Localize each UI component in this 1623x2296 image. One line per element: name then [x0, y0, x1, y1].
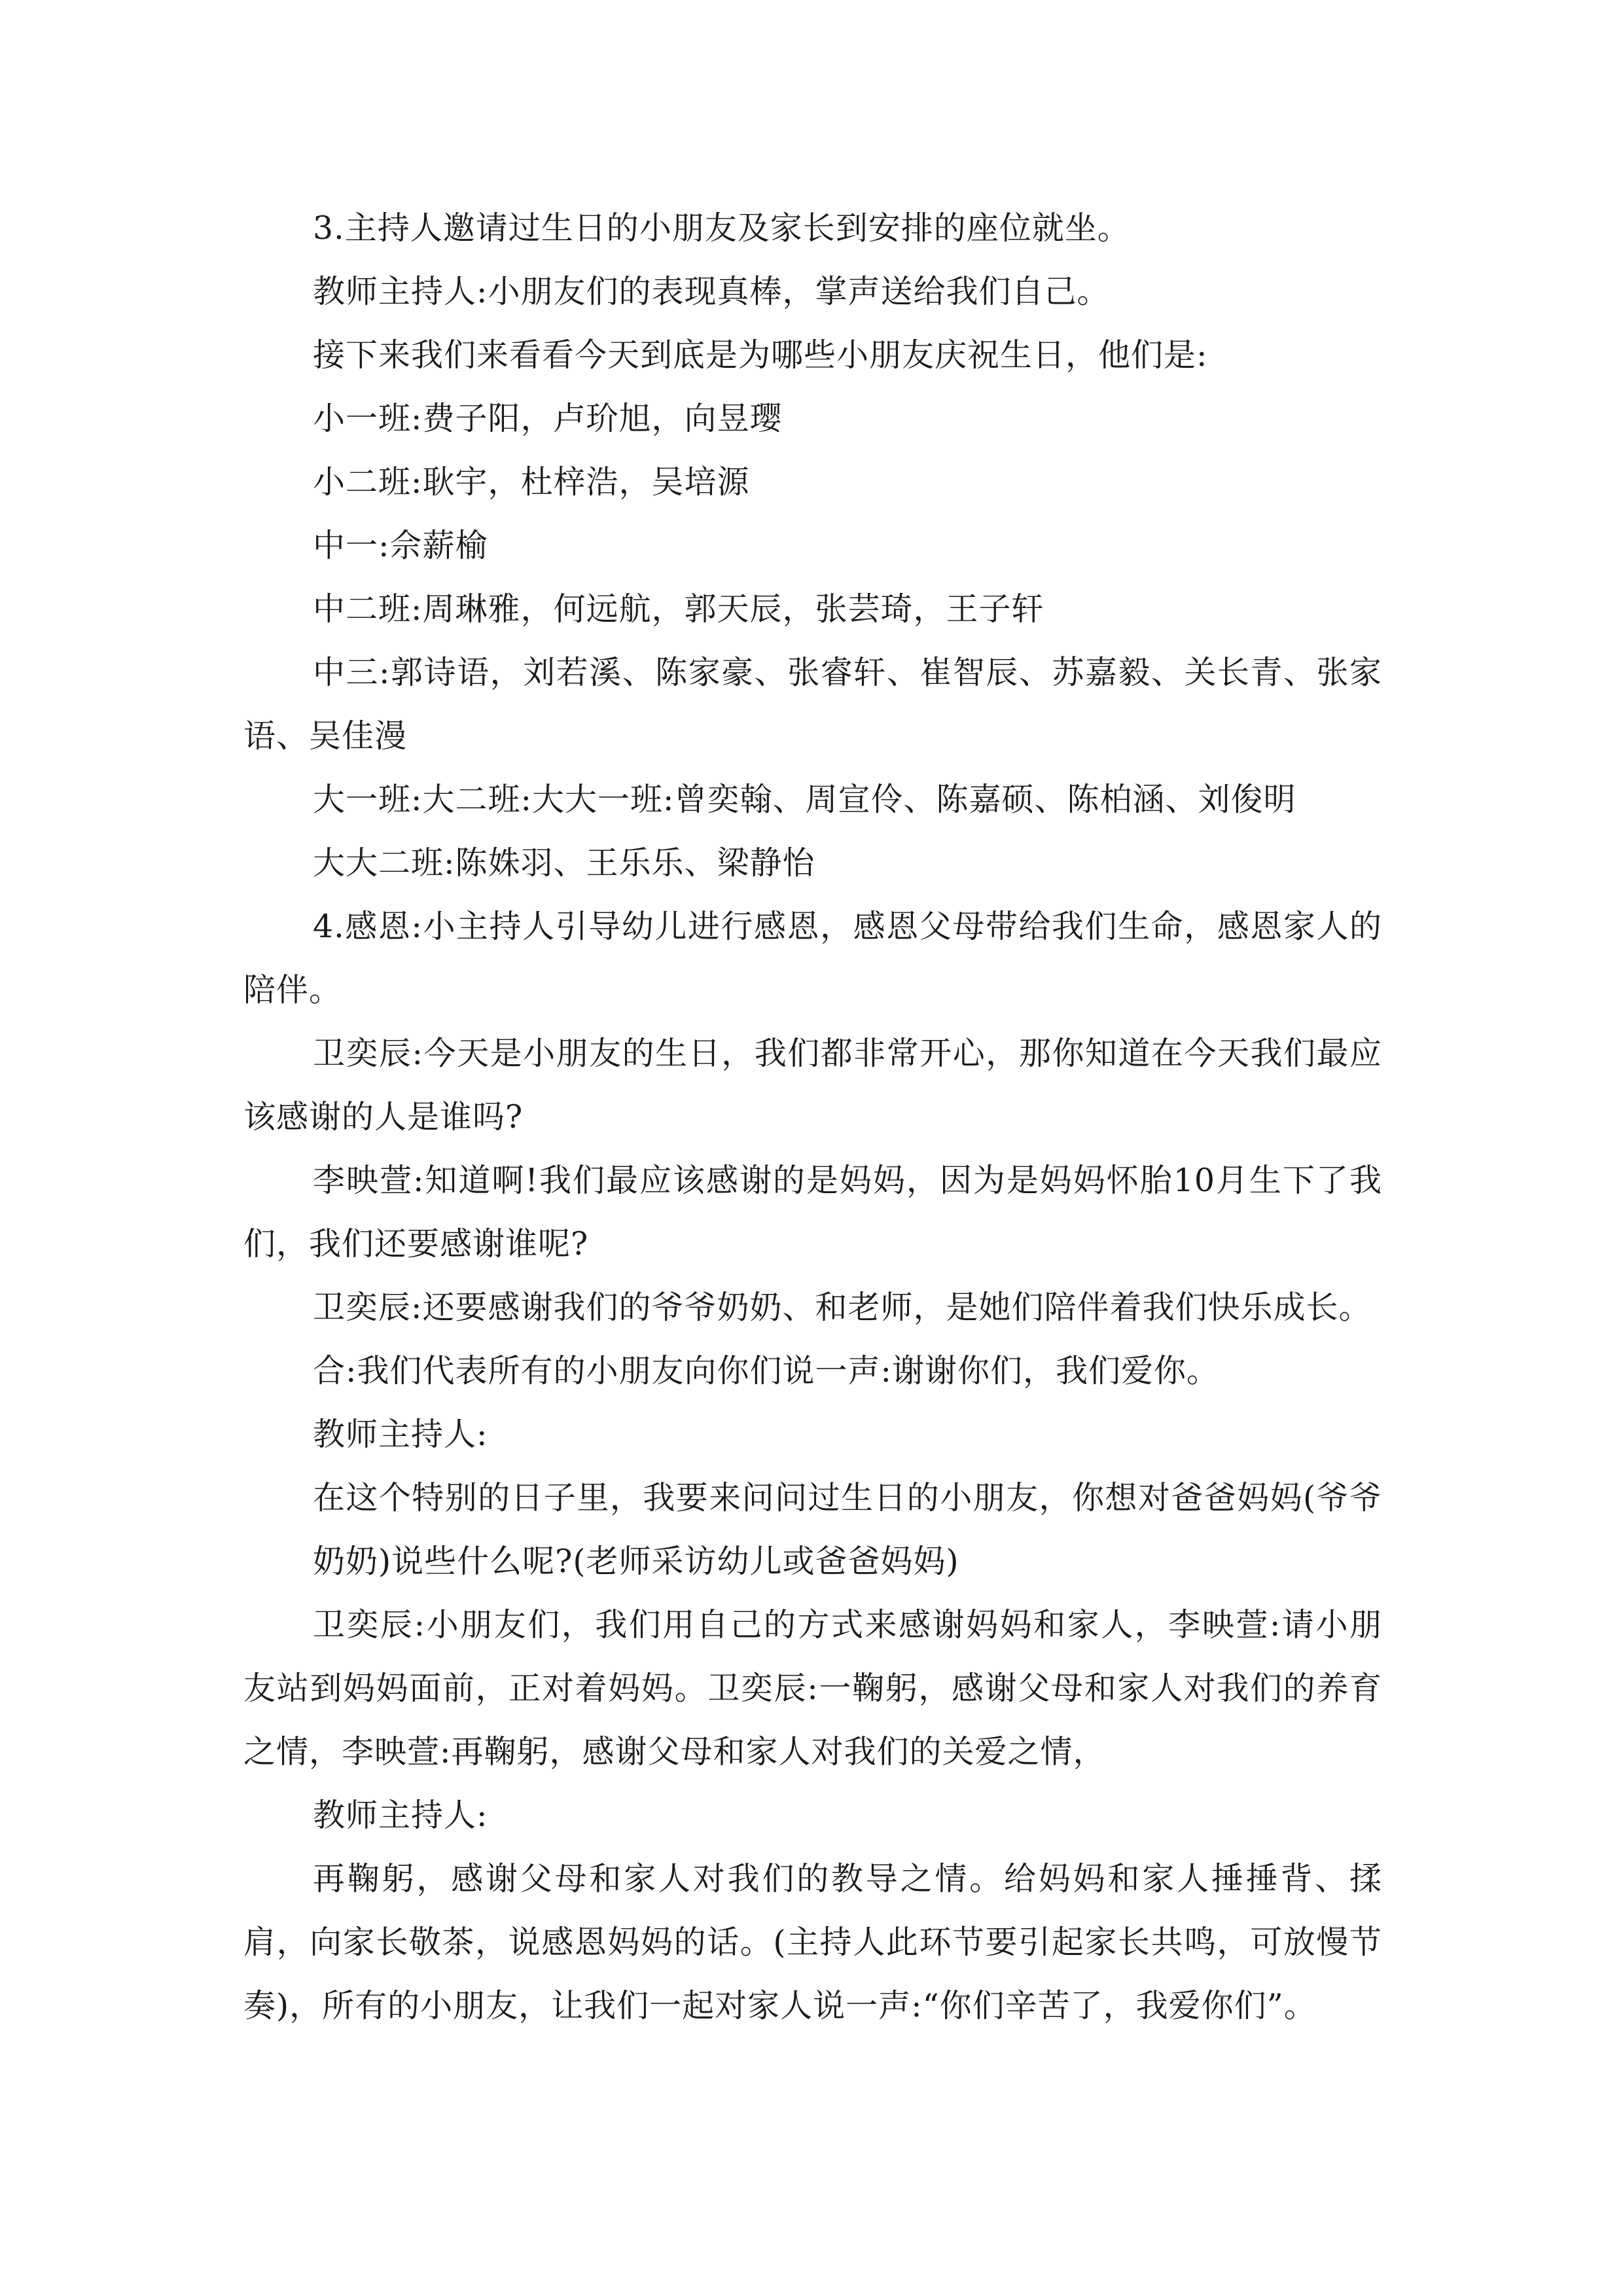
paragraph-class-middle-2: 中二班:周琳雅，何远航，郭天辰，张芸琦，王子轩	[313, 590, 1044, 628]
paragraph-class-large-2: 大大二班:陈姝羽、王乐乐、梁静怡	[313, 844, 815, 882]
paragraph-dialogue-wei-1: 卫奕辰:今天是小朋友的生日，我们都非常开心，那你知道在今天我们最应该感谢的人是谁吗?	[243, 1035, 1382, 1136]
paragraph-together: 合:我们代表所有的小朋友向你们说一声:谢谢你们，我们爱你。	[313, 1352, 1220, 1390]
paragraph-closing: 再鞠躬，感谢父母和家人对我们的教导之情。给妈妈和家人捶捶背、揉肩，向家长敬茶，说感恩妈妈的话。(主持人此环节要引起家长共鸣，可放慢节奏)，所有的小朋友，让我们一起对家人说一声:“你们辛苦了，我爱你们”。	[243, 1860, 1382, 2024]
paragraph-teacher-question: 在这个特别的日子里，我要来问问过生日的小朋友，你想对爸爸妈妈(爷爷奶奶)说些什么呢?(老师采访幼儿或爸爸妈妈)	[313, 1479, 1382, 1580]
paragraph-class-small-1: 小一班:费子阳，卢玠旭，向昱璎	[313, 400, 783, 437]
document-body	[243, 196, 1382, 2037]
paragraph-bowing: 卫奕辰:小朋友们，我们用自己的方式来感谢妈妈和家人，李映萱:请小朋友站到妈妈面前，正对着妈妈。卫奕辰:一鞠躬，感谢父母和家人对我们的养育之情，李映萱:再鞠躬，感谢父母和家人对我们的关爱之情，	[243, 1606, 1382, 1770]
paragraph-class-middle-1: 中一:佘薪榆	[313, 527, 488, 564]
paragraph-dialogue-wei-2: 卫奕辰:还要感谢我们的爷爷奶奶、和老师，是她们陪伴着我们快乐成长。	[313, 1289, 1372, 1326]
paragraph-intro-birthdays: 接下来我们来看看今天到底是为哪些小朋友庆祝生日，他们是:	[313, 336, 1208, 374]
paragraph-step-4: 4.感恩:小主持人引导幼儿进行感恩，感恩父母带给我们生命，感恩家人的陪伴。	[243, 908, 1382, 1009]
paragraph-class-middle-3: 中三:郭诗语，刘若溪、陈家豪、张睿轩、崔智辰、苏嘉毅、关长青、张家语、吴佳漫	[243, 654, 1382, 755]
paragraph-teacher-host-label-2: 教师主持人:	[313, 1797, 488, 1834]
paragraph-class-large: 大一班:大二班:大大一班:曾奕翰、周宣伶、陈嘉硕、陈柏涵、刘俊明	[313, 781, 1296, 818]
paragraph-dialogue-li-1: 李映萱:知道啊!我们最应该感谢的是妈妈，因为是妈妈怀胎10月生下了我们，我们还要感谢谁呢?	[243, 1162, 1382, 1263]
paragraph-step-3: 3.主持人邀请过生日的小朋友及家长到安排的座位就坐。	[313, 209, 1130, 247]
paragraph-class-small-2: 小二班:耿宇，杜梓浩，吴培源	[313, 463, 750, 501]
paragraph-teacher-host-label: 教师主持人:	[313, 1416, 488, 1453]
paragraph-teacher-host: 教师主持人:小朋友们的表现真棒，掌声送给我们自己。	[313, 273, 1110, 310]
